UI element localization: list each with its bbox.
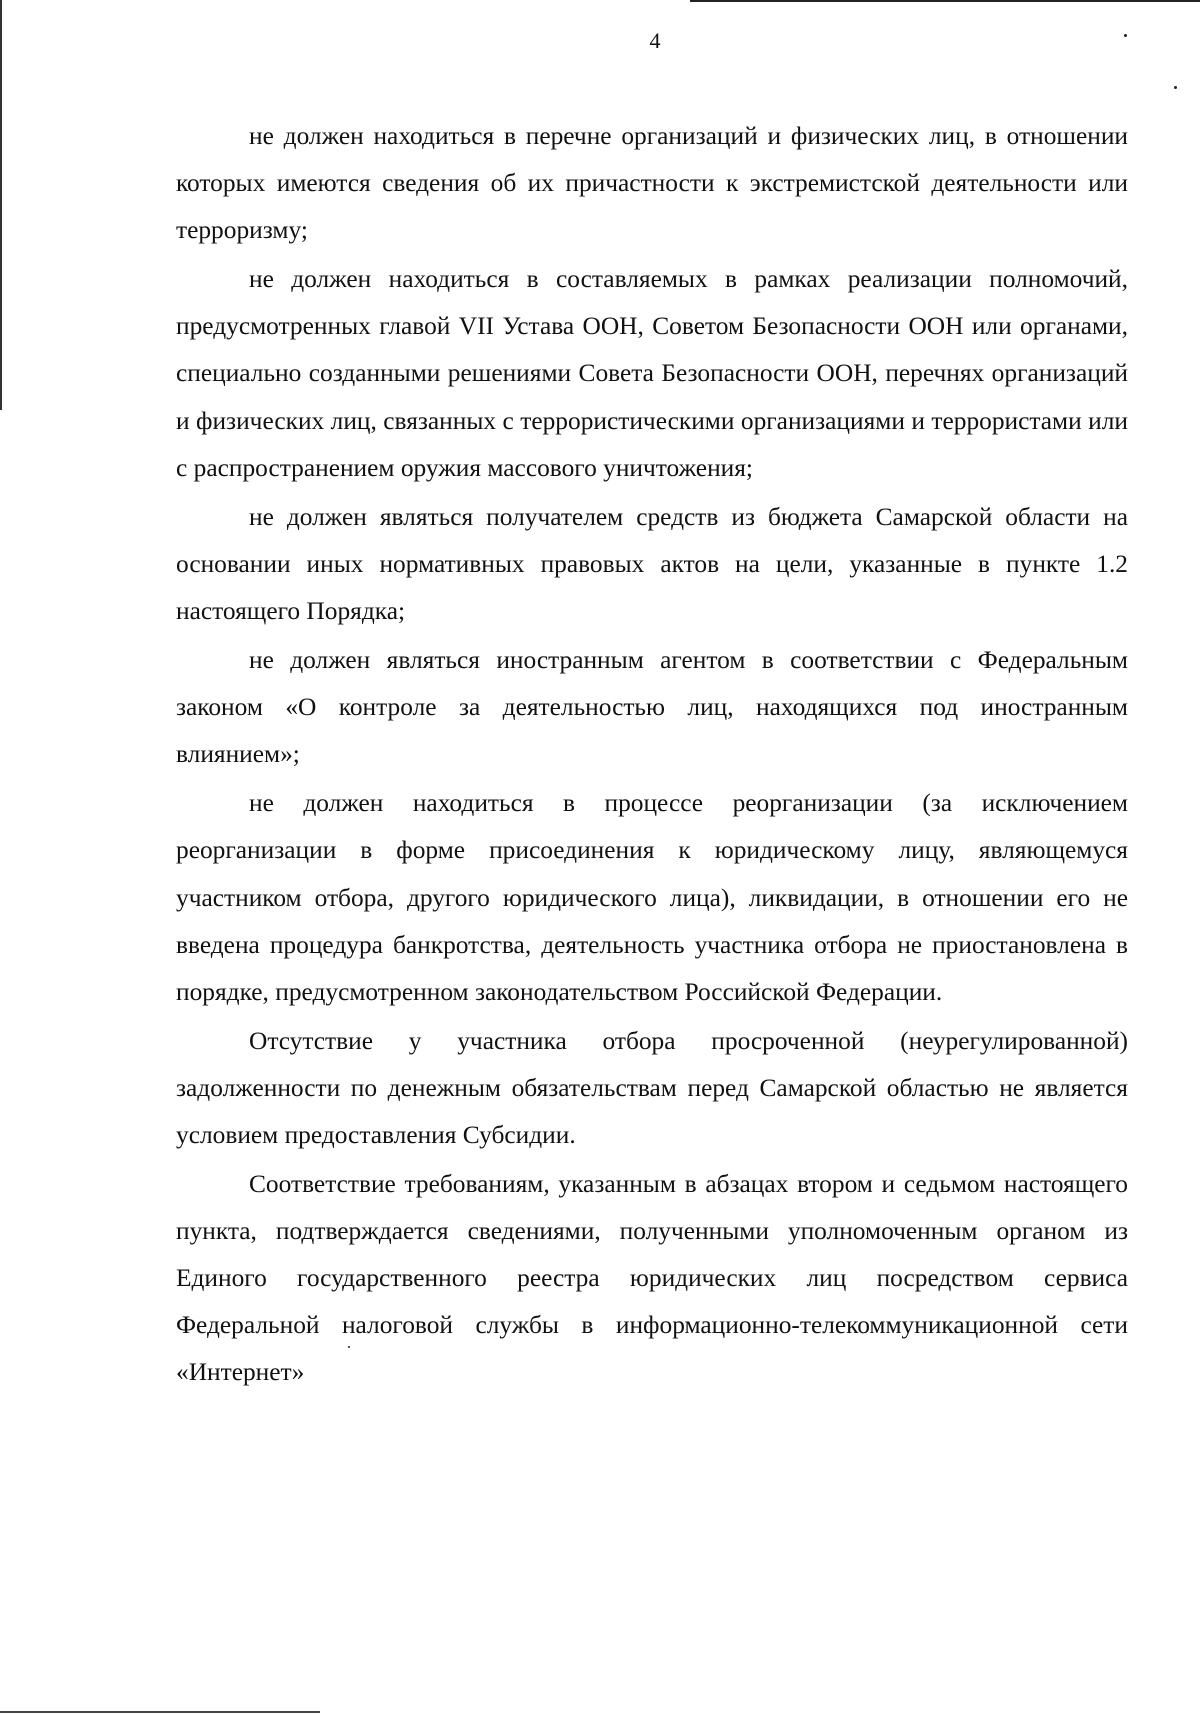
scan-artifact-left-line (0, 0, 2, 410)
paragraph-budget-recipient: не должен являться получателем средств из бюджета Самарской области на основании иных нормативных правовых актов на цели, указанные в пункте 1.2 настоящего Порядка; (176, 502, 1128, 625)
paragraph-compliance-confirmation: Соответствие требованиям, указанным в абзацах втором и седьмом настоящего пункта, подтверждается сведениями, полученными уполномоченным органом из Единого государственного реестра юридических лиц посредством сервиса Федеральной налоговой службы в информационно-телекоммуникационной сети «Интернет» (176, 1170, 1128, 1387)
page-number: 4 (649, 28, 661, 53)
paragraph-reorganization: не должен находиться в процессе реорганизации (за исключением реорганизации в форме присоединения к юридическому лицу, являющемуся участником отбора, другого юридического лица), ликвидации, в отношении его не введена процедура банкротства, деятельность участника отбора не приостановлена в порядке, предусмотренном законодательством Российской Федерации. (176, 789, 1128, 1006)
paragraph-un-sanctions-list: не должен находиться в составляемых в рамках реализации полномочий, предусмотренных главой VII Устава ООН, Советом Безопасности ООН или органами, специально созданными решениями Совета Безопасности ООН, перечнях организаций и физических лиц, связанных с террористическими организациями и террористами или с распространением оружия массового уничтожения; (176, 265, 1128, 482)
document-body (176, 113, 1128, 1399)
scan-artifact-top-line (690, 0, 1200, 2)
scan-speck (1174, 86, 1177, 89)
paragraph-extremism-list: не должен находиться в перечне организаций и физических лиц, в отношении которых имеются сведения об их причастности к экстремистской деятельности или терроризму; (176, 122, 1128, 245)
paragraph-debt-absence: Отсутствие у участника отбора просроченной (неурегулированной) задолженности по денежным обязательствам перед Самарской областью не является условием предоставления Субсидии. (176, 1026, 1128, 1149)
paragraph-foreign-agent: не должен являться иностранным агентом в соответствии с Федеральным законом «О контроле за деятельностью лиц, находящихся под иностранным влиянием»; (176, 646, 1128, 769)
scan-artifact-bottom-line (0, 1711, 320, 1713)
